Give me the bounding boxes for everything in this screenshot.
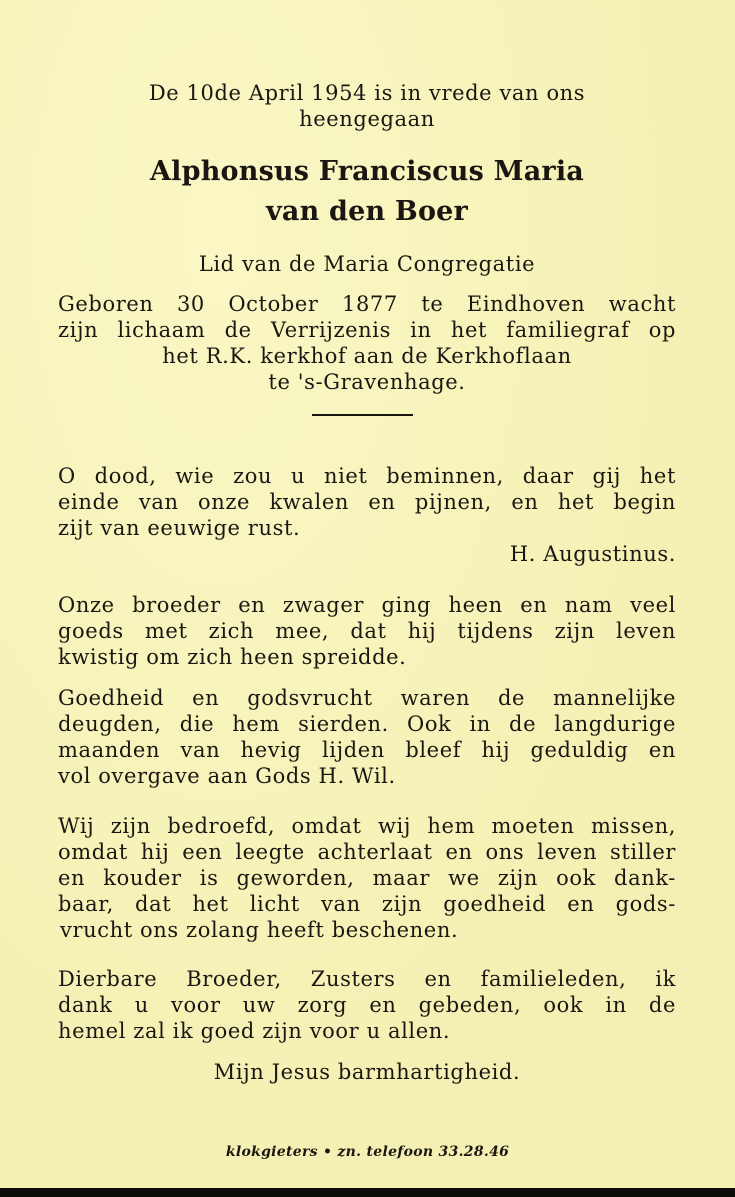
para2-line-2: deugden, die hem sierden. Ook in de langdurige bbox=[58, 712, 676, 736]
prayer-line: Mijn Jesus barmhartigheid. bbox=[213, 1060, 521, 1084]
para1-line-3: kwistig om zich heen spreidde. bbox=[58, 645, 407, 669]
quote-text bbox=[58, 463, 676, 567]
quote-line-3: zijt van eeuwige rust. bbox=[58, 516, 301, 540]
membership bbox=[58, 251, 676, 277]
para4-line-2: dank u voor uw zorg en gebeden, ook in de bbox=[58, 993, 676, 1017]
birth-line-1: Geboren 30 October 1877 te Eindhoven wacht bbox=[58, 292, 676, 316]
quote-line-2: einde van onze kwalen en pijnen, en het begin bbox=[58, 490, 676, 514]
paragraph-4 bbox=[58, 966, 676, 1044]
paragraph-1 bbox=[58, 592, 676, 670]
divider-line bbox=[312, 414, 413, 416]
quote-line-1: O dood, wie zou u niet beminnen, daar gij het bbox=[58, 464, 676, 488]
para2-line-1: Goedheid en godsvrucht waren de mannelijke bbox=[58, 686, 676, 710]
birth-text bbox=[58, 291, 676, 395]
intro-line-1: De 10de April 1954 is in vrede van ons bbox=[148, 81, 586, 105]
para1-line-1: Onze broeder en zwager ging heen en nam veel bbox=[58, 593, 676, 617]
intro-line-2: heengegaan bbox=[299, 107, 435, 131]
quote-author: H. Augustinus. bbox=[509, 542, 676, 566]
para2-line-4: vol overgave aan Gods H. Wil. bbox=[58, 764, 396, 788]
paragraph-2 bbox=[58, 685, 676, 789]
para2-line-3: maanden van hevig lijden bleef hij geduldig en bbox=[58, 738, 676, 762]
intro-text bbox=[58, 80, 676, 132]
name-line-1: Alphonsus Franciscus Maria bbox=[150, 156, 584, 187]
para3-line-4: baar, dat het licht van zijn goedheid en gods- bbox=[58, 892, 676, 916]
card-bottom-edge bbox=[0, 1188, 735, 1197]
deceased-name bbox=[58, 152, 676, 232]
birth-line-2: zijn lichaam de Verrijzenis in het familiegraf op bbox=[58, 318, 676, 342]
birth-line-4: te 's-Gravenhage. bbox=[268, 370, 466, 394]
name-line-2: van den Boer bbox=[266, 196, 468, 227]
para3-line-1: Wij zijn bedroefd, omdat wij hem moeten missen, bbox=[58, 814, 676, 838]
para3-line-5: vrucht ons zolang heeft beschenen. bbox=[60, 918, 459, 942]
para3-line-3: en kouder is geworden, maar we zijn ook dank- bbox=[58, 866, 676, 890]
para4-line-3: hemel zal ik goed zijn voor u allen. bbox=[58, 1019, 451, 1043]
para3-line-2: omdat hij een leegte achterlaat en ons leven stiller bbox=[58, 840, 676, 864]
birth-line-3: het R.K. kerkhof aan de Kerkhoflaan bbox=[162, 344, 572, 368]
membership-line: Lid van de Maria Congregatie bbox=[198, 252, 536, 276]
printer-imprint: klokgieters • zn. telefoon 33.28.46 bbox=[225, 1144, 510, 1160]
closing-prayer bbox=[58, 1059, 676, 1085]
para1-line-2: goeds met zich mee, dat hij tijdens zijn leven bbox=[58, 619, 676, 643]
para4-line-1: Dierbare Broeder, Zusters en familieleden, ik bbox=[58, 967, 676, 991]
paragraph-3 bbox=[58, 813, 676, 943]
